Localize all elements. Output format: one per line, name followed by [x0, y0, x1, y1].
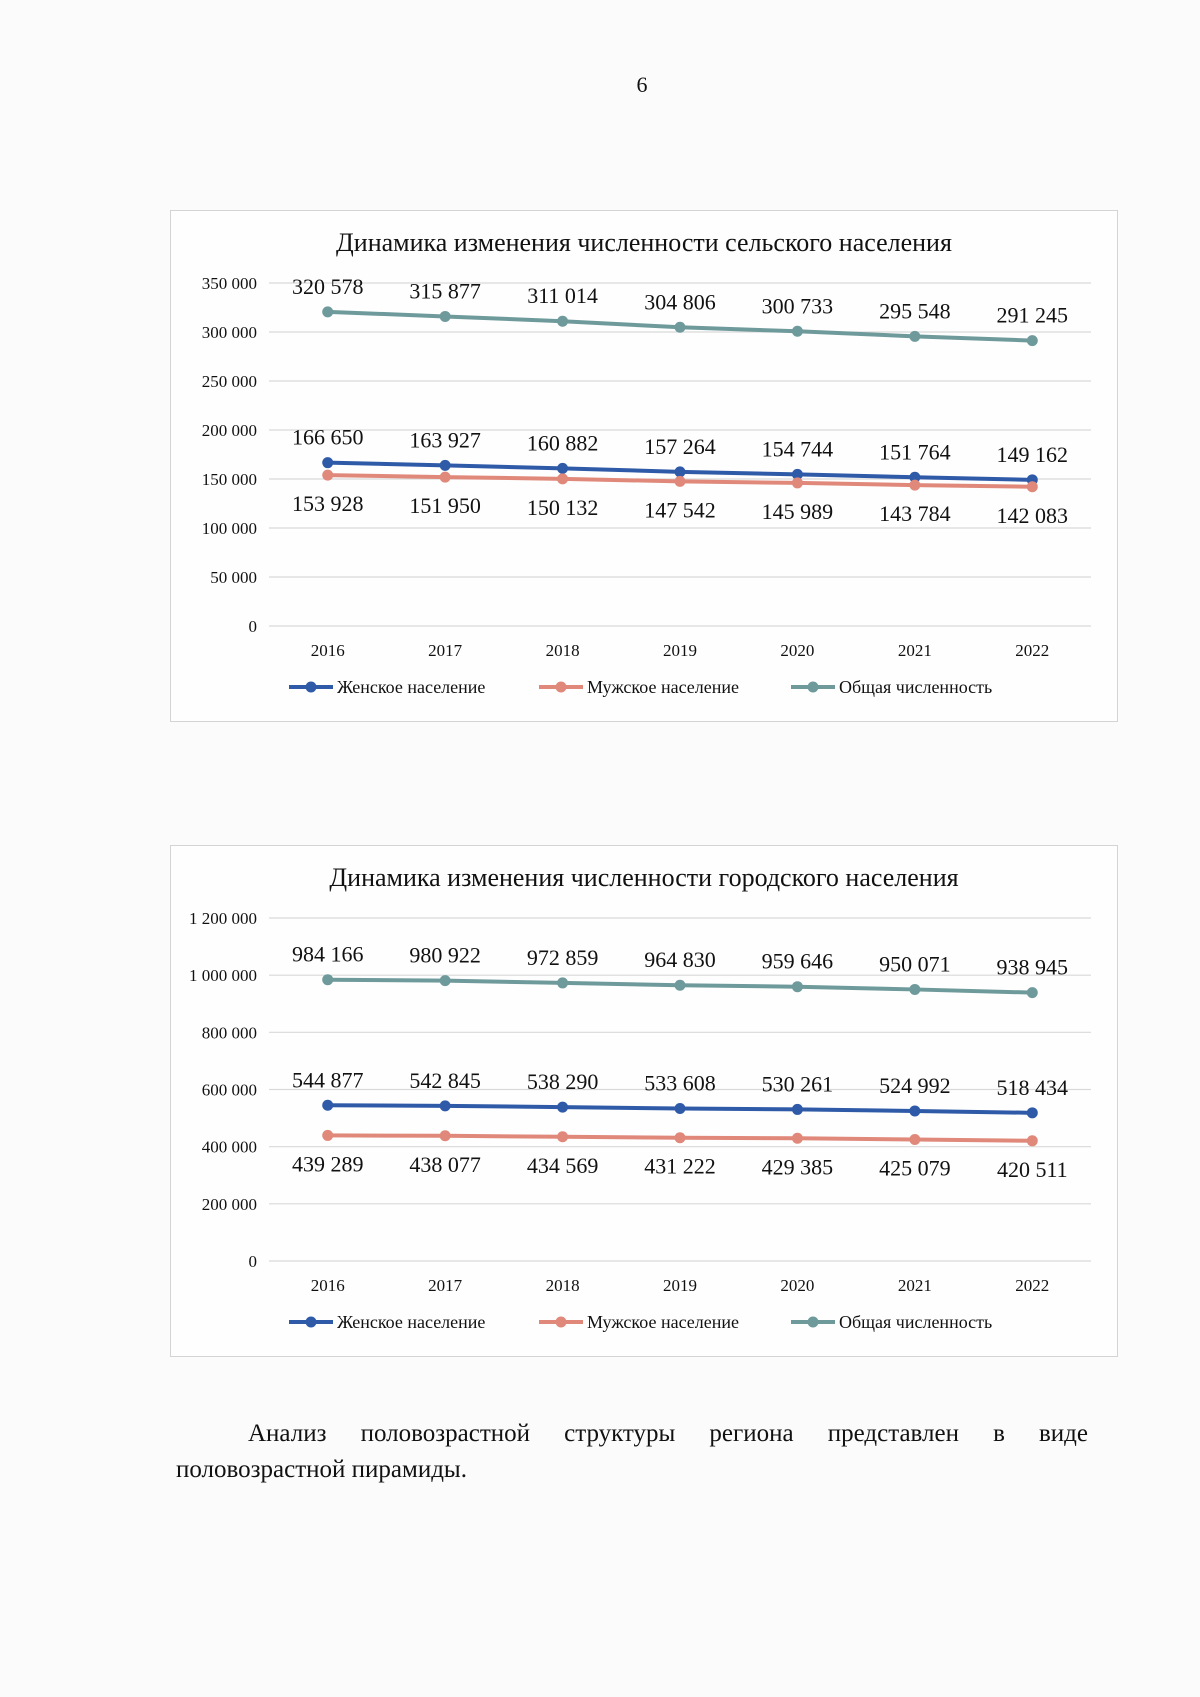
data-point [792, 1104, 803, 1115]
data-label: 984 166 [291, 941, 364, 967]
data-label: 304 806 [644, 289, 716, 315]
data-label: 145 989 [761, 498, 834, 524]
y-tick-label: 800 000 [201, 1023, 257, 1043]
x-tick-label: 2019 [663, 641, 697, 660]
data-label: 311 014 [527, 283, 598, 309]
data-point [909, 1105, 920, 1116]
y-tick-label: 250 000 [201, 372, 257, 391]
data-point [440, 460, 451, 471]
data-label: 291 245 [996, 302, 1069, 328]
data-point [557, 316, 568, 327]
page-number: 6 [636, 72, 648, 97]
data-label: 530 261 [761, 1071, 834, 1097]
data-point [909, 1134, 920, 1145]
data-label: 438 077 [409, 1151, 481, 1177]
data-point [675, 1132, 686, 1143]
data-label: 518 434 [996, 1074, 1069, 1100]
data-point [792, 477, 803, 488]
data-label: 524 992 [879, 1072, 951, 1098]
y-tick-label: 1 000 000 [189, 966, 257, 986]
data-point [440, 311, 451, 322]
data-label: 300 733 [761, 293, 834, 319]
data-point [1027, 1107, 1038, 1118]
data-label: 142 083 [996, 502, 1069, 528]
data-label: 431 222 [644, 1153, 716, 1179]
data-label: 154 744 [761, 436, 834, 462]
legend-marker [306, 1317, 317, 1328]
data-label: 439 289 [291, 1151, 364, 1177]
data-label: 959 646 [761, 948, 834, 974]
legend-label: Женское население [337, 677, 486, 697]
data-point [792, 326, 803, 337]
legend-label: Общая численность [839, 677, 993, 697]
data-label: 149 162 [996, 441, 1069, 467]
data-point [440, 1100, 451, 1111]
data-label: 429 385 [761, 1154, 834, 1180]
y-tick-label: 200 000 [201, 1194, 257, 1214]
data-point [440, 975, 451, 986]
data-label: 538 290 [526, 1069, 599, 1095]
data-point [440, 472, 451, 483]
data-label: 950 071 [879, 951, 951, 977]
data-point [1027, 335, 1038, 346]
y-tick-label: 600 000 [201, 1080, 257, 1100]
y-tick-label: 150 000 [201, 470, 257, 489]
legend-label: Мужское население [587, 677, 740, 697]
legend-label: Общая численность [839, 1312, 993, 1332]
data-point [557, 977, 568, 988]
y-tick-label: 0 [248, 1252, 257, 1271]
x-tick-label: 2018 [545, 641, 580, 660]
data-point [675, 476, 686, 487]
data-label: 166 650 [291, 424, 364, 450]
data-point [909, 480, 920, 491]
data-point [909, 331, 920, 342]
data-label: 320 578 [291, 273, 364, 299]
data-label: 533 608 [644, 1070, 716, 1096]
data-label: 147 542 [644, 497, 716, 523]
y-tick-label: 200 000 [201, 421, 257, 440]
x-tick-label: 2022 [1015, 1276, 1050, 1295]
data-point [675, 980, 686, 991]
data-point [322, 1130, 333, 1141]
data-label: 315 877 [409, 278, 481, 304]
data-point [557, 1102, 568, 1113]
analysis-paragraph: Анализ половозрастной структуры региона представлен в виде половозрастной пирамиды. [176, 1420, 1088, 1483]
rural-population-chart [170, 210, 1118, 722]
data-point [440, 1130, 451, 1141]
data-label: 964 830 [644, 947, 716, 973]
legend-label: Женское население [337, 1312, 486, 1332]
legend-marker [556, 1317, 567, 1328]
x-tick-label: 2020 [780, 1276, 815, 1295]
data-point [1027, 1135, 1038, 1146]
data-label: 163 927 [409, 427, 481, 453]
data-point [557, 473, 568, 484]
data-label: 544 877 [291, 1067, 364, 1093]
x-tick-label: 2021 [897, 641, 932, 660]
data-point [792, 981, 803, 992]
legend-marker [808, 1317, 819, 1328]
x-tick-label: 2018 [545, 1276, 580, 1295]
data-point [675, 466, 686, 477]
data-point [322, 974, 333, 985]
y-tick-label: 400 000 [201, 1137, 257, 1157]
data-point [322, 1100, 333, 1111]
data-point [675, 322, 686, 333]
data-label: 434 569 [526, 1152, 599, 1178]
data-point [1027, 987, 1038, 998]
data-label: 295 548 [879, 298, 951, 324]
rural-chart-svg [171, 211, 1117, 721]
x-tick-label: 2022 [1015, 641, 1050, 660]
x-tick-label: 2020 [780, 641, 815, 660]
data-label: 420 511 [996, 1156, 1068, 1182]
legend-marker [556, 682, 567, 693]
data-label: 160 882 [526, 430, 599, 456]
data-label: 143 784 [879, 501, 951, 527]
data-label: 972 859 [526, 944, 599, 970]
data-label: 151 950 [409, 493, 481, 519]
data-point [322, 306, 333, 317]
data-point [557, 1131, 568, 1142]
y-tick-label: 50 000 [210, 568, 257, 587]
y-tick-label: 300 000 [201, 323, 257, 342]
x-tick-label: 2019 [663, 1276, 697, 1295]
y-tick-label: 1 200 000 [189, 909, 257, 928]
data-label: 425 079 [879, 1155, 951, 1181]
data-point [322, 470, 333, 481]
data-label: 938 945 [996, 954, 1069, 980]
data-label: 980 922 [409, 942, 481, 968]
urban-chart-svg [171, 846, 1117, 1356]
data-point [675, 1103, 686, 1114]
y-tick-label: 0 [248, 617, 257, 636]
x-tick-label: 2016 [310, 641, 345, 660]
legend-marker [306, 682, 317, 693]
data-point [557, 463, 568, 474]
legend-label: Мужское население [587, 1312, 740, 1332]
data-label: 153 928 [291, 491, 364, 517]
data-point [792, 1133, 803, 1144]
data-point [909, 984, 920, 995]
x-tick-label: 2021 [897, 1276, 932, 1295]
x-tick-label: 2017 [428, 641, 463, 660]
data-point [322, 457, 333, 468]
chart-title: Динамика изменения численности городского населения [329, 863, 959, 892]
chart-title: Динамика изменения численности сельского населения [336, 228, 952, 257]
legend-marker [808, 682, 819, 693]
data-label: 157 264 [644, 433, 716, 459]
x-tick-label: 2017 [428, 1276, 463, 1295]
y-tick-label: 100 000 [201, 519, 257, 538]
y-tick-label: 350 000 [201, 274, 257, 293]
x-tick-label: 2016 [310, 1276, 345, 1295]
data-label: 542 845 [409, 1067, 481, 1093]
data-label: 151 764 [879, 439, 951, 465]
data-label: 150 132 [526, 494, 599, 520]
data-point [1027, 481, 1038, 492]
urban-population-chart [170, 845, 1118, 1357]
